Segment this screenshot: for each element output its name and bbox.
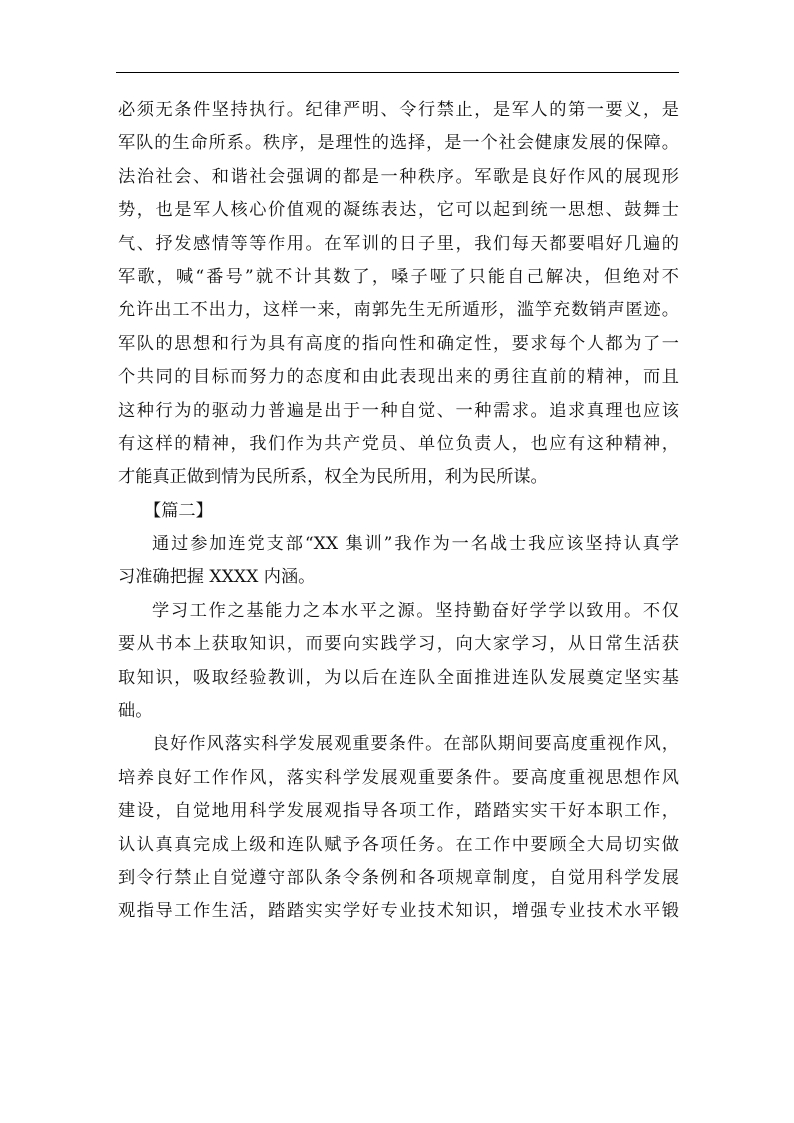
text-line: 个共同的目标而努力的态度和由此表现出来的勇往直前的精神，而且 — [118, 367, 679, 388]
text-line: 气、抒发感情等等作用。在军训的日子里，我们每天都要唱好几遍的 — [118, 233, 679, 254]
text-line: 军歌，喊“番号”就不计其数了，嗓子哑了只能自己解决，但绝对不 — [118, 266, 679, 287]
text-line: 习准确把握 XXXX 内涵。 — [118, 567, 316, 588]
text-line: 这种行为的驱动力普遍是出于一种自觉、一种需求。追求真理也应该 — [118, 400, 679, 421]
text-line: 建设，自觉地用科学发展观指导各项工作，踏踏实实干好本职工作， — [118, 801, 679, 822]
text-line: 学习工作之基能力之本水平之源。坚持勤奋好学学以致用。不仅 — [152, 600, 679, 621]
text-line: 要从书本上获取知识，而要向实践学习，向大家学习，从日常生活获 — [118, 634, 679, 655]
text-line: 础。 — [118, 701, 153, 722]
paragraph — [118, 728, 679, 928]
text-line: 军队的思想和行为具有高度的指向性和确定性，要求每个人都为了一 — [118, 333, 679, 354]
text-line: 观指导工作生活，踏踏实实学好专业技术知识，增强专业技术水平锻 — [118, 901, 679, 922]
paragraph — [118, 528, 679, 595]
section-heading — [118, 495, 679, 528]
text-line: 良好作风落实科学发展观重要条件。在部队期间要高度重视作风， — [152, 734, 679, 755]
text-line: 取知识，吸取经验教训，为以后在连队全面推进连队发展奠定坚实基 — [118, 667, 679, 688]
text-line: 到令行禁止自觉遵守部队条令条例和各项规章制度，自觉用科学发展 — [118, 867, 679, 888]
text-line: 军队的生命所系。秩序，是理性的选择，是一个社会健康发展的保障。 — [118, 133, 679, 154]
section-heading-text: 【篇二】 — [144, 500, 213, 521]
text-line: 认认真真完成上级和连队赋予各项任务。在工作中要顾全大局切实做 — [118, 834, 679, 855]
text-line: 势，也是军人核心价值观的凝练表达，它可以起到统一思想、鼓舞士 — [118, 200, 679, 221]
text-line: 允许出工不出力，这样一来，南郭先生无所遁形，滥竽充数销声匿迹。 — [118, 300, 679, 321]
header-rule — [116, 72, 679, 73]
document-body — [118, 94, 679, 929]
text-line: 才能真正做到情为民所系，权全为民所用，利为民所谋。 — [118, 467, 548, 488]
text-line: 有这样的精神，我们作为共产党员、单位负责人，也应有这种精神， — [118, 433, 679, 454]
text-line: 必须无条件坚持执行。纪律严明、令行禁止，是军人的第一要义，是 — [118, 100, 679, 120]
paragraph — [118, 595, 679, 729]
paragraph — [118, 94, 679, 495]
text-line: 法治社会、和谐社会强调的都是一种秩序。军歌是良好作风的展现形 — [118, 166, 679, 187]
text-line: 培养良好工作作风，落实科学发展观重要条件。要高度重视思想作风 — [118, 767, 679, 788]
text-line: 通过参加连党支部“XX 集训”我作为一名战士我应该坚持认真学 — [152, 534, 679, 555]
